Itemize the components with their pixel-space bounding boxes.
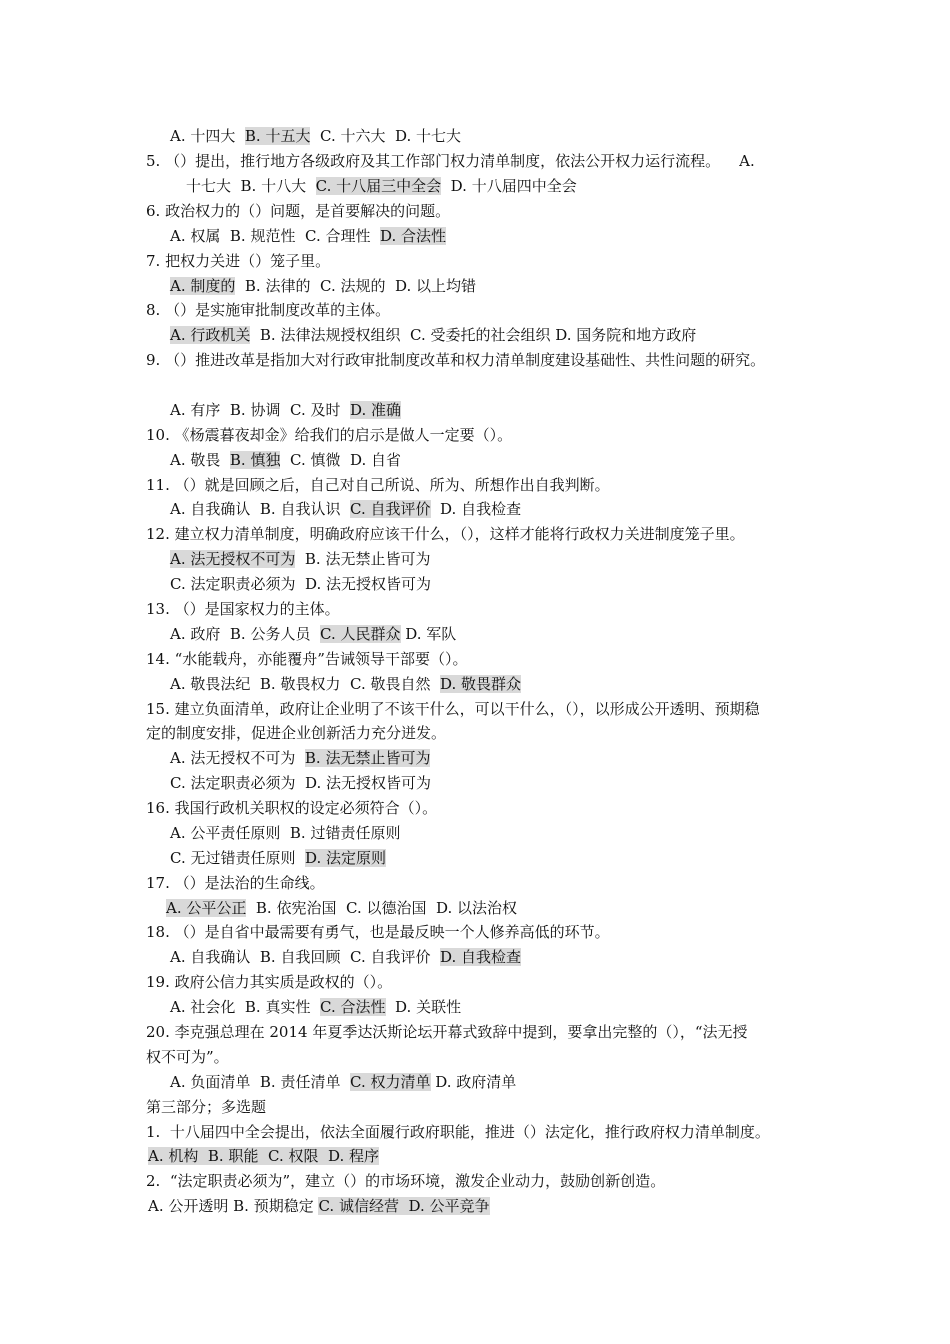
text-line xyxy=(146,251,330,271)
text-segment: A. 法无授权不可为 xyxy=(170,749,305,767)
text-segment: 12. 建立权力清单制度，明确政府应该干什么，（），这样才能将行政权力关进制度笼子里。 xyxy=(146,525,745,543)
text-line xyxy=(170,549,430,569)
text-line xyxy=(166,898,517,918)
text-segment: A. 有序 B. 协调 C. 及时 xyxy=(170,401,351,419)
text-segment: 1. 十八届四中全会提出，依法全面履行政府职能，推进（）法定化，推行政府权力清单制度。 xyxy=(146,1123,770,1141)
text-line xyxy=(146,699,760,719)
text-segment: A. 社会化 B. 真实性 xyxy=(170,998,321,1016)
highlighted-answer: C. 合法性 xyxy=(320,998,386,1016)
text-line xyxy=(170,325,696,345)
text-segment: D. 十八届四中全会 xyxy=(441,177,577,195)
highlighted-answer: D. 准确 xyxy=(350,401,402,419)
text-line xyxy=(170,624,456,644)
highlighted-answer: C. 诚信经营 D. 公平竞争 xyxy=(318,1197,490,1215)
highlighted-answer: C. 自我评价 xyxy=(350,500,431,518)
highlighted-answer: A. 机构 B. 职能 C. 权限 D. 程序 xyxy=(148,1147,380,1165)
highlighted-answer: A. 公平公正 xyxy=(166,899,247,917)
highlighted-answer: B. 法无禁止皆可为 xyxy=(304,749,431,767)
text-line xyxy=(146,425,512,445)
text-segment: 19. 政府公信力其实质是政权的（）。 xyxy=(146,973,393,991)
highlighted-answer: C. 权力清单 xyxy=(350,1073,431,1091)
text-line xyxy=(186,176,577,196)
highlighted-answer: A. 法无授权不可为 xyxy=(170,550,296,568)
text-line xyxy=(170,848,386,868)
text-line xyxy=(146,201,450,221)
text-segment: 18. （）是自省中最需要有勇气，也是最反映一个人修养高低的环节。 xyxy=(146,923,610,941)
text-line xyxy=(146,873,325,893)
text-segment: C. 法定职责必须为 D. 法无授权皆可为 xyxy=(170,774,432,792)
text-segment: C. 十六大 D. 十七大 xyxy=(310,127,462,145)
text-segment: A. 公平责任原则 B. 过错责任原则 xyxy=(170,824,401,842)
text-segment: 十七大 B. 十八大 xyxy=(186,177,316,195)
text-segment: B. 法律法规授权组织 C. 受委托的社会组织 D. 国务院和地方政府 xyxy=(250,326,697,344)
text-line xyxy=(170,276,476,296)
text-line xyxy=(146,1097,266,1117)
text-segment: 17. （）是法治的生命线。 xyxy=(146,874,325,892)
text-segment: 8. （）是实施审批制度改革的主体。 xyxy=(146,301,391,319)
text-segment: B. 依宪治国 C. 以德治国 D. 以法治权 xyxy=(246,899,518,917)
text-line xyxy=(148,1146,379,1166)
text-segment: C. 无过错责任原则 xyxy=(170,849,306,867)
text-segment: 13. （）是国家权力的主体。 xyxy=(146,600,340,618)
text-segment: D. 军队 xyxy=(400,625,457,643)
text-line xyxy=(146,1022,748,1042)
text-line xyxy=(146,798,437,818)
text-line xyxy=(170,997,461,1017)
text-line xyxy=(170,1072,516,1092)
text-segment: 第三部分；多选题 xyxy=(146,1098,267,1116)
text-segment: 14. “水能载舟，亦能覆舟”告诫领导干部要（）。 xyxy=(146,650,468,668)
text-segment: A. 权属 B. 规范性 C. 合理性 xyxy=(170,227,381,245)
text-line xyxy=(170,823,400,843)
text-segment: 15. 建立负面清单，政府让企业明了不该干什么，可以干什么，（），以形成公开透明、预期稳 xyxy=(146,700,760,718)
text-segment: 6. 政治权力的（）问题，是首要解决的问题。 xyxy=(146,202,451,220)
text-line xyxy=(170,450,401,470)
text-line xyxy=(170,499,521,519)
text-segment: D. 关联性 xyxy=(385,998,462,1016)
text-segment: 权不可为”。 xyxy=(146,1048,229,1066)
text-line xyxy=(170,947,521,967)
text-line xyxy=(146,524,745,544)
text-segment: A. 负面清单 B. 责任清单 xyxy=(170,1073,351,1091)
text-line xyxy=(146,922,610,942)
text-segment: 10. 《杨震暮夜却金》给我们的启示是做人一定要（）。 xyxy=(146,426,513,444)
text-segment: 11. （）就是回顾之后，自己对自己所说、所为、所想作出自我判断。 xyxy=(146,476,610,494)
text-line xyxy=(146,300,390,320)
text-segment: 20. 李克强总理在 2014 年夏季达沃斯论坛开幕式致辞中提到，要拿出完整的（），“法无授 xyxy=(146,1023,748,1041)
text-line xyxy=(170,773,431,793)
highlighted-answer: C. 十八届三中全会 xyxy=(315,177,442,195)
text-segment: 2. “法定职责必须为”，建立（）的市场环境，激发企业动力，鼓励创新创造。 xyxy=(146,1172,666,1190)
text-segment: A. 公开透明 B. 预期稳定 xyxy=(148,1197,319,1215)
text-line xyxy=(146,350,765,370)
highlighted-answer: C. 人民群众 xyxy=(320,625,401,643)
text-segment: 7. 把权力关进（）笼子里。 xyxy=(146,252,331,270)
text-line xyxy=(146,1047,229,1067)
highlighted-answer: B. 十五大 xyxy=(244,127,311,145)
text-segment: 5. （）提出，推行地方各级政府及其工作部门权力清单制度，依法公开权力运行流程。 A. xyxy=(146,152,755,170)
text-line xyxy=(146,599,340,619)
text-segment: A. 十四大 xyxy=(170,127,245,145)
text-segment: C. 法定职责必须为 D. 法无授权皆可为 xyxy=(170,575,432,593)
text-line xyxy=(170,400,401,420)
text-line xyxy=(146,723,446,743)
highlighted-answer: B. 慎独 xyxy=(229,451,281,469)
text-line xyxy=(146,1171,665,1191)
text-segment: B. 法无禁止皆可为 xyxy=(295,550,431,568)
text-segment: A. 政府 B. 公务人员 xyxy=(170,625,321,643)
text-line xyxy=(170,674,521,694)
text-segment: 16. 我国行政机关职权的设定必须符合（）。 xyxy=(146,799,438,817)
text-line xyxy=(146,1122,770,1142)
text-segment: D. 政府清单 xyxy=(430,1073,517,1091)
text-segment: C. 慎微 D. 自省 xyxy=(280,451,402,469)
highlighted-answer: D. 合法性 xyxy=(380,227,447,245)
text-line xyxy=(170,748,430,768)
text-line xyxy=(148,1196,490,1216)
text-line xyxy=(146,475,610,495)
highlighted-answer: A. 行政机关 xyxy=(170,326,251,344)
text-segment: D. 自我检查 xyxy=(430,500,522,518)
text-line xyxy=(146,151,755,171)
highlighted-answer: A. 制度的 xyxy=(170,277,236,295)
highlighted-answer: D. 自我检查 xyxy=(440,948,522,966)
text-line xyxy=(170,226,446,246)
text-segment: A. 敬畏法纪 B. 敬畏权力 C. 敬畏自然 xyxy=(170,675,441,693)
text-segment: 9. （）推进改革是指加大对行政审批制度改革和权力清单制度建设基础性、共性问题的研究。 xyxy=(146,351,766,369)
text-segment: 定的制度安排，促进企业创新活力充分迸发。 xyxy=(146,724,447,742)
text-line xyxy=(146,972,392,992)
text-segment: A. 自我确认 B. 自我认识 xyxy=(170,500,351,518)
text-segment: A. 自我确认 B. 自我回顾 C. 自我评价 xyxy=(170,948,441,966)
text-line xyxy=(170,126,461,146)
highlighted-answer: D. 敬畏群众 xyxy=(440,675,522,693)
highlighted-answer: D. 法定原则 xyxy=(305,849,387,867)
text-segment: A. 敬畏 xyxy=(170,451,230,469)
text-line xyxy=(146,649,467,669)
text-line xyxy=(170,574,431,594)
text-segment: B. 法律的 C. 法规的 D. 以上均错 xyxy=(235,277,477,295)
